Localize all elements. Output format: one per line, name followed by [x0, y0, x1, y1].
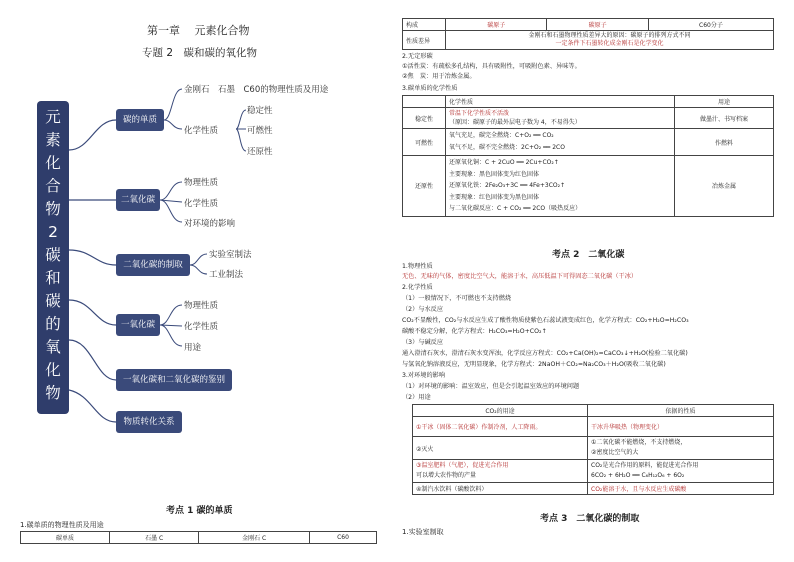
cell: 金刚石 C: [199, 532, 310, 544]
text: 2.无定形碳: [402, 53, 433, 60]
text: 3.对环境的影响: [402, 372, 446, 379]
text: （原因：碳原子的最外层电子数为 4，不易得失）: [449, 119, 581, 126]
root-char: 氧: [45, 338, 61, 356]
kaodian1-line1: 1.碳单质的物理性质及用途: [20, 521, 104, 529]
text: 常温下化学性质不活泼: [449, 110, 510, 117]
cell: 可燃性: [403, 129, 446, 156]
text: （3）与碱反应: [402, 339, 444, 346]
branch-carbon-elements[interactable]: 碳的单质: [116, 109, 164, 131]
text: 可以增大农作物的产量: [416, 472, 477, 479]
text: ①二氧化碳不能燃烧，不支持燃烧，: [591, 439, 687, 446]
root-char: 素: [45, 131, 61, 149]
chapter-title: 第一章 元素化合物: [147, 24, 250, 37]
text: 1.实验室制取: [402, 528, 444, 536]
cell: C60: [310, 532, 377, 544]
root-char: 碳: [45, 246, 61, 264]
text: （2）用途: [402, 394, 431, 401]
cell: 碳单质: [21, 532, 110, 544]
leaf: 物理性质: [184, 178, 219, 188]
topic-title: 专题 2 碳和碳的氧化物: [142, 47, 258, 59]
leaf: 可燃性: [247, 126, 273, 136]
cell: [413, 460, 588, 483]
chem-props-table: [402, 95, 774, 217]
cell: 构成: [403, 19, 446, 31]
root-char: 和: [45, 269, 61, 287]
leaf: 用途: [184, 343, 202, 353]
cell: 还原性: [403, 156, 446, 217]
text: （1）一般情况下，不可燃也不支持燃烧: [402, 295, 512, 302]
cell: 作燃料: [675, 129, 774, 156]
right-page: [397, 0, 794, 562]
cell: [446, 108, 675, 129]
cell: ②灭火: [413, 437, 588, 460]
text: ①活性炭：有疏松多孔结构，具有吸附性，可吸附色素、异味等。: [402, 63, 581, 70]
text: ②密度比空气的大: [591, 449, 639, 456]
cell: [588, 437, 774, 460]
leaf: 化学性质: [184, 199, 219, 209]
leaf: 金刚石 石墨 C60的物理性质及用途: [184, 85, 329, 95]
cell: [446, 156, 675, 217]
cell: [446, 129, 675, 156]
leaf: 实验室制法: [209, 250, 252, 260]
root-char: 2: [48, 223, 58, 241]
text: （1）对环境的影响：温室效应，但是会引起温室效应的环境问题: [402, 383, 580, 390]
co2-uses-table: [412, 404, 774, 495]
root-char: 元: [45, 108, 61, 126]
text: 金刚石和石墨物理性质差异大的原因：碳原子的排列方式不同: [528, 32, 691, 39]
text: 氧气充足，碳完全燃烧：C+O₂ ══ CO₂: [449, 132, 554, 139]
branch-conversion[interactable]: 物质转化关系: [116, 411, 182, 433]
text: （2）与水反应: [402, 306, 444, 313]
cell: 依据的性质: [588, 405, 774, 417]
cell: ①干冰（固体二氧化碳）作制冷剂，人工降雨。: [413, 417, 588, 437]
text: 还原氧化铜：C + 2CuO ══ 2Cu+CO₂↑: [449, 159, 559, 166]
text: 碳酸不稳定分解，化学方程式：H₂CO₃=H₂O+CO₂↑: [402, 328, 547, 335]
kaodian2-title: 考点 2 二氧化碳: [552, 250, 625, 260]
cell: C60分子: [648, 19, 773, 31]
root-char: 化: [45, 154, 61, 172]
mindmap-root: [37, 101, 69, 414]
cell: CO₂能溶于水，且与水反应生成碳酸: [588, 483, 774, 495]
text: 主要现象：红色固体变为黑色固体: [449, 193, 540, 201]
cell: 做墨汁、书写档案: [675, 108, 774, 129]
leaf: 化学性质: [184, 126, 219, 136]
cell: 碳原子: [446, 19, 547, 31]
text: ②焦 炭：用于冶炼金属。: [402, 73, 476, 80]
cell: 干冰升华吸热（物理变化）: [588, 417, 774, 437]
cell: 化学性质: [446, 96, 675, 108]
text: 2.化学性质: [402, 284, 433, 291]
cell: 用途: [675, 96, 774, 108]
text: 无色、无味的气体，密度比空气大，能溶于水，高压低温下可得固态二氧化碳（干冰）: [402, 273, 638, 280]
leaf: 稳定性: [247, 106, 273, 116]
structure-table: [402, 18, 774, 50]
cell: 性质差异: [403, 31, 446, 50]
cell: 石墨 C: [110, 532, 199, 544]
text: 3.碳单质的化学性质: [402, 85, 458, 92]
leaf: 还原性: [247, 147, 273, 157]
text: 一定条件下石墨转化成金刚石是化学变化: [555, 40, 664, 47]
text: 氧气不足，碳不完全燃烧：2C+O₂ ══ 2CO: [449, 144, 565, 151]
text: 6CO₂ + 6H₂O ══ C₆H₁₂O₆ + 6O₂: [591, 472, 685, 479]
root-char: 的: [45, 315, 61, 333]
cell: 碳原子: [547, 19, 648, 31]
branch-co2[interactable]: 二氧化碳: [116, 189, 160, 211]
root-char: 化: [45, 361, 61, 379]
cell: 稳定性: [403, 108, 446, 129]
leaf: 化学性质: [184, 322, 219, 332]
text: 通入澄清石灰水，澄清石灰水变浑浊，化学反应方程式：CO₂+Ca(OH)₂=CaCO₃↓+H₂O(检验二氧化碳): [402, 350, 688, 357]
text: ③温室肥料（气肥），促进光合作用: [416, 462, 509, 469]
branch-co[interactable]: 一氧化碳: [116, 314, 160, 336]
text: CO₂不显酸性，CO₂与水反应生成了酸性物质使紫色石蕊试液变成红色，化学方程式：CO₂+H₂O=H₂CO₃: [402, 317, 689, 324]
cell: [403, 96, 446, 108]
branch-co-co2-identification[interactable]: 一氧化碳和二氧化碳的鉴别: [116, 369, 232, 391]
carbon-table-header: [20, 531, 377, 544]
text: CO₂是光合作用的原料，能促进光合作用: [591, 462, 699, 469]
leaf: 工业制法: [209, 270, 244, 280]
cell: 冶炼金属: [675, 156, 774, 217]
cell: ④制汽水饮料（碳酸饮料）: [413, 483, 588, 495]
text: 与二氧化碳反应：C + CO₂ ══ 2CO（吸热反应）: [449, 205, 582, 213]
cell: [588, 460, 774, 483]
root-char: 物: [45, 200, 61, 218]
kaodian3-title: 考点 3 二氧化碳的制取: [540, 514, 640, 524]
root-char: 碳: [45, 292, 61, 310]
cell: [446, 31, 774, 50]
leaf: 物理性质: [184, 301, 219, 311]
branch-co2-preparation[interactable]: 二氧化碳的制取: [116, 254, 190, 276]
kaodian1-title: 考点 1 碳的单质: [166, 506, 233, 516]
cell: CO₂的用途: [413, 405, 588, 417]
root-char: 合: [45, 177, 61, 195]
text: 主要现象：黑色固体变为红色固体: [449, 170, 540, 178]
root-char: 物: [45, 384, 61, 402]
text: 与氢氧化钠溶液反应，无明显现象，化学方程式：2NaOH＋CO₂=Na₂CO₃＋H₂O(吸收二氧化碳): [402, 361, 666, 368]
text: 还原氧化铁：2Fe₂O₃+3C ══ 4Fe+3CO₂↑: [449, 182, 566, 190]
leaf: 对环境的影响: [184, 219, 236, 229]
text: 1.物理性质: [402, 263, 433, 270]
